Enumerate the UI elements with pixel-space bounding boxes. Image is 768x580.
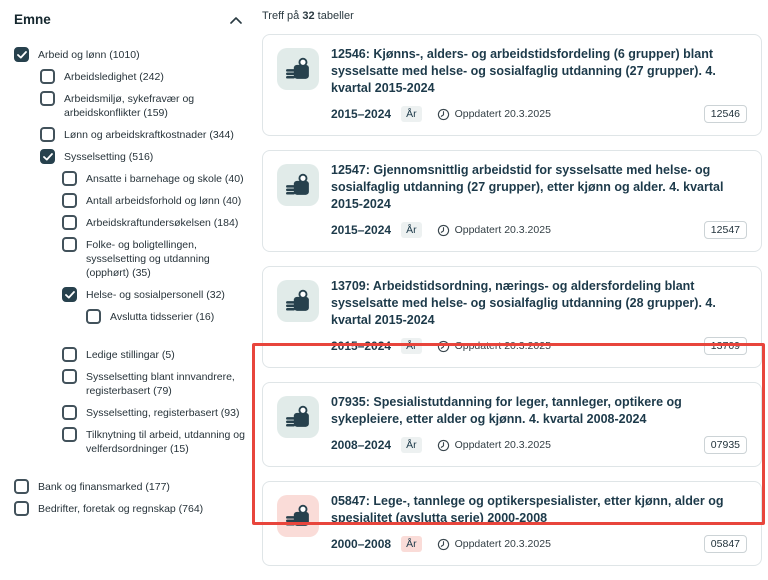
table-id-badge: 07935 — [704, 436, 747, 454]
topic-filter-label: Avslutta tidsserier (16) — [110, 311, 215, 323]
clock-icon — [437, 108, 450, 121]
topic-filter-item[interactable] — [40, 126, 256, 142]
table-title-link[interactable]: 05847: Lege-, tannlege og optikerspesialister, etter kjønn, alder og spesialitet (avslutta serie) 2000-2008 — [331, 494, 724, 525]
topic-filter-item[interactable] — [14, 478, 256, 494]
frequency-badge: År — [401, 222, 422, 238]
topic-filter-item[interactable] — [62, 368, 256, 398]
table-result-card[interactable] — [262, 382, 762, 467]
card-content — [331, 394, 747, 454]
topic-filter-label: Bedrifter, foretak og regnskap (764) — [38, 503, 204, 515]
table-title-link[interactable]: 07935: Spesialistutdanning for leger, tannleger, optikere og sykepleiere, etter alder og kjønn. 4. kvartal 2008-2024 — [331, 395, 682, 426]
topic-filter-item[interactable] — [40, 90, 256, 120]
checkmark-icon — [17, 51, 27, 59]
topic-filter-item[interactable] — [14, 500, 256, 516]
topic-filter-label: Ansatte i barnehage og skole (40) — [86, 173, 244, 185]
frequency-badge: År — [401, 437, 422, 453]
period-range: 2000–2008 — [331, 537, 392, 551]
topic-filter-item[interactable] — [62, 236, 256, 280]
topic-filter-label: Helse- og sosialpersonell (32) — [86, 289, 225, 301]
topic-filter-item[interactable] — [62, 170, 256, 186]
topic-filter-label: Lønn og arbeidskraftkostnader (344) — [64, 129, 234, 141]
table-result-card[interactable] — [262, 266, 762, 368]
topic-filter-label: Folke- og boligtellingen, sysselsetting og utdanning (opphørt) (35) — [86, 239, 210, 279]
card-content — [331, 278, 747, 355]
table-title-link[interactable]: 12546: Kjønns-, alders- og arbeidstidsfordeling (6 grupper) blant sysselsatte med helse- og sosialfaglig utdanning (27 grupper). 4. kvartal 2015-2024 — [331, 47, 716, 95]
checkmark-icon — [43, 153, 53, 161]
search-results-panel — [262, 10, 762, 580]
card-meta-row — [331, 535, 747, 553]
table-id-badge: 05847 — [704, 535, 747, 553]
clock-icon — [437, 340, 450, 353]
topic-filter-label: Sysselsetting (516) — [64, 151, 154, 163]
period-range: 2015–2024 — [331, 339, 392, 353]
topic-filter-label: Arbeidsledighet (242) — [64, 71, 164, 83]
topic-filter-label: Sysselsetting, registerbasert (93) — [86, 407, 240, 419]
updated-text: Oppdatert 20.3.2025 — [454, 224, 551, 236]
topic-filter-item[interactable] — [86, 308, 256, 324]
card-content — [331, 493, 747, 553]
checkbox[interactable] — [62, 171, 77, 186]
results-count-suffix: tabeller — [314, 10, 354, 22]
topic-filter-item[interactable] — [62, 286, 256, 302]
topic-filter-label: Bank og finansmarked (177) — [38, 481, 170, 493]
sidebar-header — [14, 10, 256, 29]
checkbox[interactable] — [62, 347, 77, 362]
checkbox[interactable] — [14, 501, 29, 516]
card-meta-row — [331, 105, 747, 123]
topic-filter-item[interactable] — [40, 68, 256, 84]
table-title-link[interactable]: 12547: Gjennomsnittlig arbeidstid for sysselsatte med helse- og sosialfaglig utdanning (27 grupper), etter kjønn og alder. 4. kvartal 2015-2024 — [331, 163, 724, 211]
card-meta-row — [331, 337, 747, 355]
checkbox[interactable] — [40, 127, 55, 142]
period-range: 2015–2024 — [331, 107, 392, 121]
checkbox[interactable] — [14, 479, 29, 494]
updated-text: Oppdatert 20.3.2025 — [454, 108, 551, 120]
card-meta-row — [331, 436, 747, 454]
topic-filter-item[interactable] — [62, 192, 256, 208]
card-content — [331, 46, 747, 123]
statbank-table-icon — [277, 396, 319, 438]
checkmark-icon — [65, 291, 75, 299]
topic-filter-sidebar — [0, 0, 260, 528]
table-id-badge: 13709 — [704, 337, 747, 355]
topic-filter-item[interactable] — [62, 404, 256, 420]
results-count-text — [262, 10, 762, 22]
results-card-list — [262, 34, 762, 566]
topic-filter-label: Arbeidsmiljø, sykefravær og arbeidskonflikter (159) — [64, 93, 195, 119]
card-content — [331, 162, 747, 239]
updated-text: Oppdatert 20.3.2025 — [454, 340, 551, 352]
clock-icon — [437, 538, 450, 551]
topic-filter-label: Tilknytning til arbeid, utdanning og velferdsordninger (15) — [86, 429, 245, 455]
topic-filter-item[interactable] — [14, 46, 256, 62]
topic-filter-label: Arbeid og lønn (1010) — [38, 49, 140, 61]
topic-filter-item[interactable] — [40, 148, 256, 164]
topic-filter-label: Arbeidskraftundersøkelsen (184) — [86, 217, 239, 229]
clock-icon — [437, 439, 450, 452]
checkbox[interactable] — [62, 405, 77, 420]
checkbox[interactable] — [62, 369, 77, 384]
checkbox[interactable] — [86, 309, 101, 324]
table-result-card[interactable] — [262, 34, 762, 136]
checkbox[interactable] — [40, 91, 55, 106]
checkbox[interactable] — [40, 69, 55, 84]
checkbox[interactable] — [62, 237, 77, 252]
frequency-badge: År — [401, 536, 422, 552]
frequency-badge: År — [401, 106, 422, 122]
frequency-badge: År — [401, 338, 422, 354]
chevron-up-icon — [230, 12, 242, 27]
clock-icon — [437, 224, 450, 237]
statbank-table-icon — [277, 164, 319, 206]
statbank-table-icon — [277, 48, 319, 90]
period-range: 2008–2024 — [331, 438, 392, 452]
updated-text: Oppdatert 20.3.2025 — [454, 538, 551, 550]
updated-text: Oppdatert 20.3.2025 — [454, 439, 551, 451]
topic-filter-label: Ledige stillingar (5) — [86, 349, 175, 361]
results-count-number: 32 — [302, 10, 315, 22]
checkbox[interactable] — [62, 427, 77, 442]
checkbox[interactable] — [14, 47, 29, 62]
results-count-prefix: Treff på — [262, 10, 303, 22]
checkbox[interactable] — [40, 149, 55, 164]
table-id-badge: 12547 — [704, 221, 747, 239]
topic-filter-item[interactable] — [62, 214, 256, 230]
sidebar-title: Emne — [14, 12, 51, 27]
collapse-section-button[interactable] — [228, 10, 244, 29]
table-title-link[interactable]: 13709: Arbeidstidsordning, nærings- og aldersfordeling blant sysselsatte med helse- og sosialfaglig utdanning (28 grupper). 4. kvartal 2015-2024 — [331, 279, 716, 327]
topic-filter-label: Sysselsetting blant innvandrere, registerbasert (79) — [86, 371, 235, 397]
table-id-badge: 12546 — [704, 105, 747, 123]
period-range: 2015–2024 — [331, 223, 392, 237]
topic-filter-item[interactable] — [62, 346, 256, 362]
table-result-card[interactable] — [262, 481, 762, 566]
table-result-card[interactable] — [262, 150, 762, 252]
checkbox[interactable] — [62, 287, 77, 302]
topic-filter-label: Antall arbeidsforhold og lønn (40) — [86, 195, 242, 207]
statbank-table-icon — [277, 495, 319, 537]
card-meta-row — [331, 221, 747, 239]
statbank-table-icon — [277, 280, 319, 322]
checkbox[interactable] — [62, 193, 77, 208]
topic-filter-list — [14, 46, 256, 516]
checkbox[interactable] — [62, 215, 77, 230]
topic-filter-item[interactable] — [62, 426, 256, 456]
